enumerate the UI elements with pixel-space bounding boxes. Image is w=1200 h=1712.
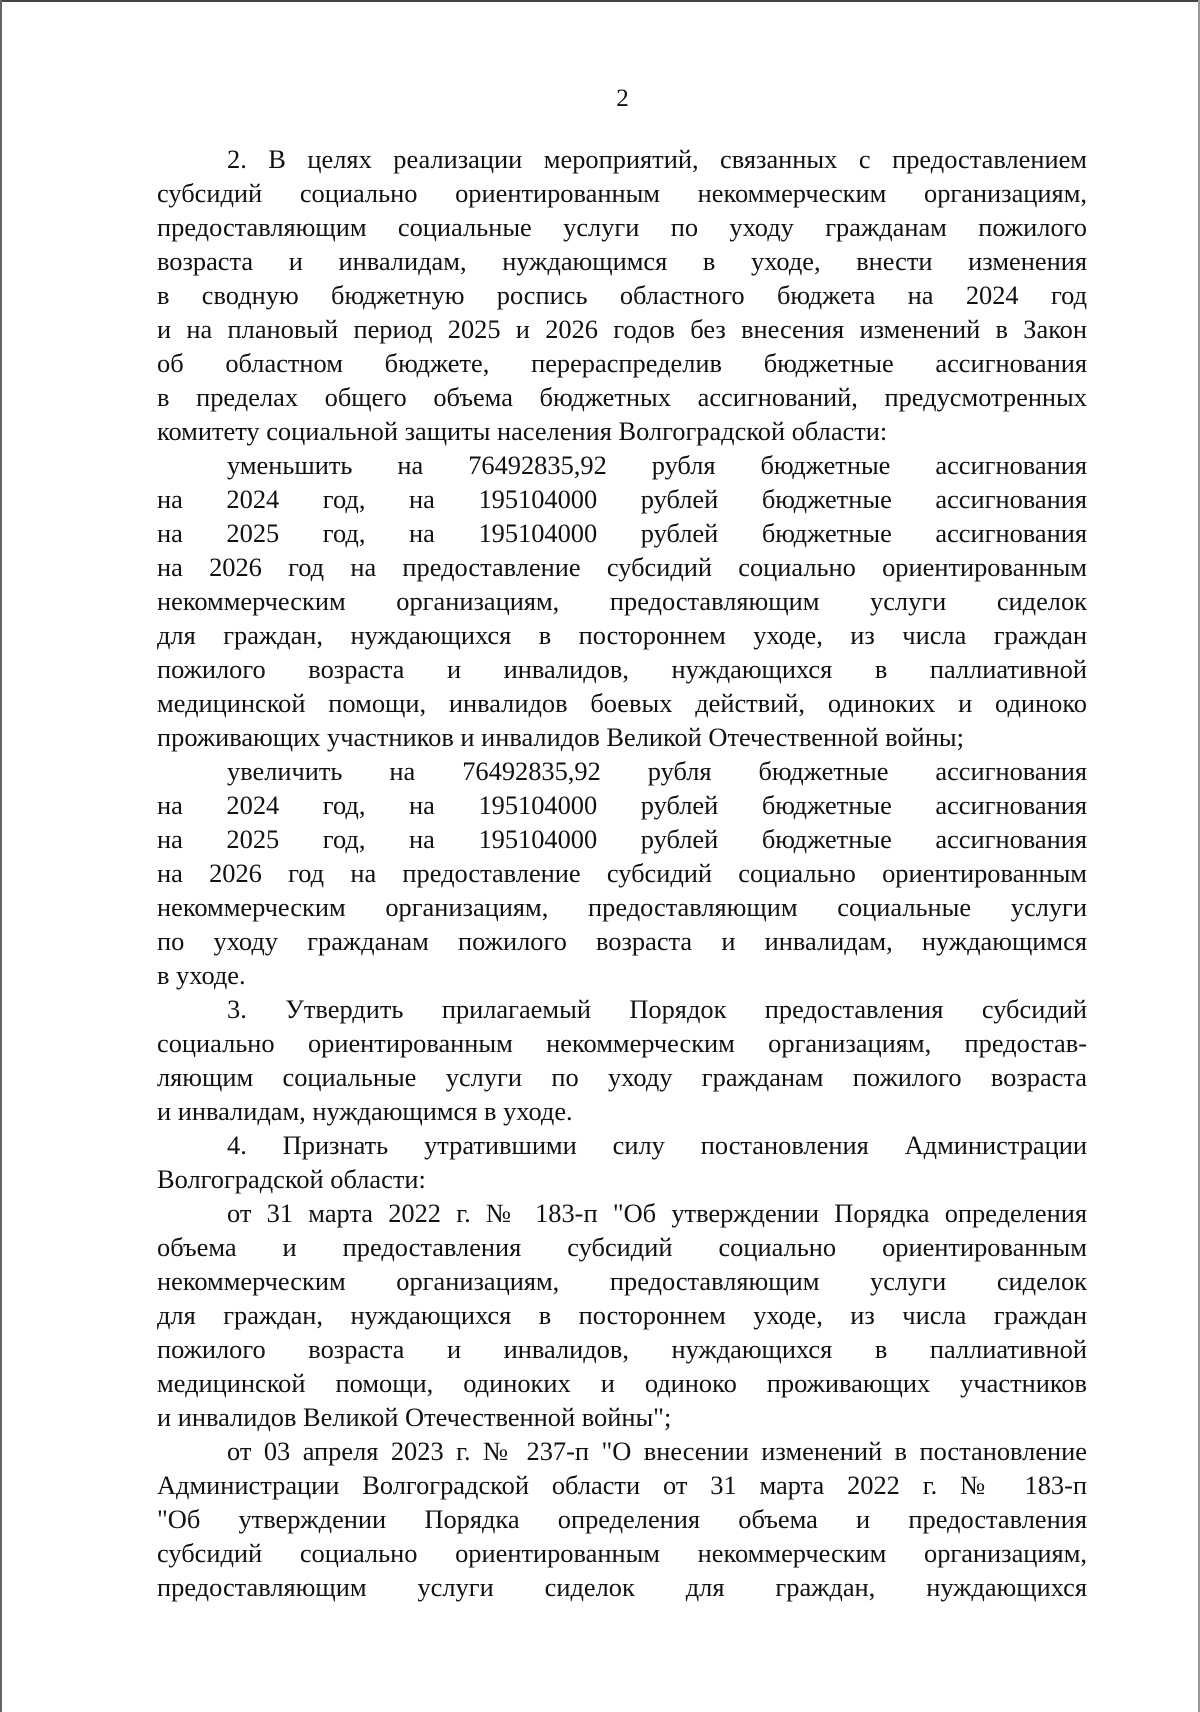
text-line: на 2024 год, на 195104000 рублей бюджетные ассигнования <box>157 790 1087 820</box>
text-line: некоммерческим организациям, предоставляющим социальные услуги <box>157 892 1087 922</box>
text-line: предоставляющим социальные услуги по уходу гражданам пожилого <box>157 212 1087 242</box>
text-line: субсидий социально ориентированным некоммерческим организациям, <box>157 178 1087 208</box>
text-line: 4. Признать утратившими силу постановления Администрации <box>227 1130 1087 1160</box>
paragraph-decrease <box>157 448 1087 754</box>
text-line: об областном бюджете, перераспределив бюджетные ассигнования <box>157 348 1087 378</box>
text-line: на 2024 год, на 195104000 рублей бюджетные ассигнования <box>157 484 1087 514</box>
paragraph-increase <box>157 754 1087 992</box>
text-line: Волгоградской области: <box>157 1164 426 1194</box>
text-line: пожилого возраста и инвалидов, нуждающихся в паллиативной <box>157 1334 1087 1364</box>
text-line: на 2025 год, на 195104000 рублей бюджетные ассигнования <box>157 518 1087 548</box>
text-line: медицинской помощи, одиноких и одиноко проживающих участников <box>157 1368 1087 1398</box>
text-line: медицинской помощи, инвалидов боевых действий, одиноких и одиноко <box>157 688 1087 718</box>
text-line: на 2025 год, на 195104000 рублей бюджетные ассигнования <box>157 824 1087 854</box>
text-line: увеличить на 76492835,92 рубля бюджетные ассигнования <box>227 756 1087 786</box>
text-line: возраста и инвалидам, нуждающимся в уходе, внести изменения <box>157 246 1087 276</box>
text-line: Администрации Волгоградской области от 31 марта 2022 г. № 183-п <box>157 1470 1087 1500</box>
paragraph-item-2 <box>157 142 1087 448</box>
text-line: пожилого возраста и инвалидов, нуждающихся в паллиативной <box>157 654 1087 684</box>
page-edge-left <box>0 0 2 1712</box>
text-line: 3. Утвердить прилагаемый Порядок предоставления субсидий <box>227 994 1087 1024</box>
text-line: по уходу гражданам пожилого возраста и инвалидам, нуждающимся <box>157 926 1087 956</box>
text-line: в уходе. <box>157 960 246 990</box>
text-line: уменьшить на 76492835,92 рубля бюджетные ассигнования <box>227 450 1087 480</box>
text-line: 2. В целях реализации мероприятий, связанных с предоставлением <box>227 144 1087 174</box>
text-line: ляющим социальные услуги по уходу гражданам пожилого возраста <box>157 1062 1087 1092</box>
text-line: и инвалидам, нуждающимся в уходе. <box>157 1096 573 1126</box>
text-line: и инвалидов Великой Отечественной войны"; <box>157 1402 672 1432</box>
text-line: для граждан, нуждающихся в постороннем уходе, из числа граждан <box>157 1300 1087 1330</box>
paragraph-item-3 <box>157 992 1087 1128</box>
document-body <box>157 142 1087 1604</box>
text-line: в сводную бюджетную роспись областного бюджета на 2024 год <box>157 280 1087 310</box>
page-edge-top <box>0 0 1200 2</box>
text-line: на 2026 год на предоставление субсидий социально ориентированным <box>157 552 1087 582</box>
text-line: для граждан, нуждающихся в постороннем уходе, из числа граждан <box>157 620 1087 650</box>
text-line: и на плановый период 2025 и 2026 годов без внесения изменений в Закон <box>157 314 1087 344</box>
text-line: субсидий социально ориентированным некоммерческим организациям, <box>157 1538 1087 1568</box>
text-line: предоставляющим услуги сиделок для граждан, нуждающихся <box>157 1572 1087 1602</box>
text-line: от 03 апреля 2023 г. № 237-п "О внесении изменений в постановление <box>227 1436 1087 1466</box>
text-line: от 31 марта 2022 г. № 183-п "Об утверждении Порядка определения <box>227 1198 1087 1228</box>
paragraph-item-4 <box>157 1128 1087 1196</box>
text-line: в пределах общего объема бюджетных ассигнований, предусмотренных <box>157 382 1087 412</box>
paragraph-repeal-2022 <box>157 1196 1087 1434</box>
text-line: на 2026 год на предоставление субсидий социально ориентированным <box>157 858 1087 888</box>
text-line: некоммерческим организациям, предоставляющим услуги сиделок <box>157 1266 1087 1296</box>
text-line: социально ориентированным некоммерческим организациям, предостав- <box>157 1028 1087 1058</box>
text-line: некоммерческим организациям, предоставляющим услуги сиделок <box>157 586 1087 616</box>
page-number: 2 <box>616 85 629 112</box>
text-line: проживающих участников и инвалидов Великой Отечественной войны; <box>157 722 964 752</box>
text-line: объема и предоставления субсидий социально ориентированным <box>157 1232 1087 1262</box>
text-line: комитету социальной защиты населения Волгоградской области: <box>157 416 888 446</box>
text-line: "Об утверждении Порядка определения объема и предоставления <box>157 1504 1087 1534</box>
paragraph-repeal-2023 <box>157 1434 1087 1604</box>
